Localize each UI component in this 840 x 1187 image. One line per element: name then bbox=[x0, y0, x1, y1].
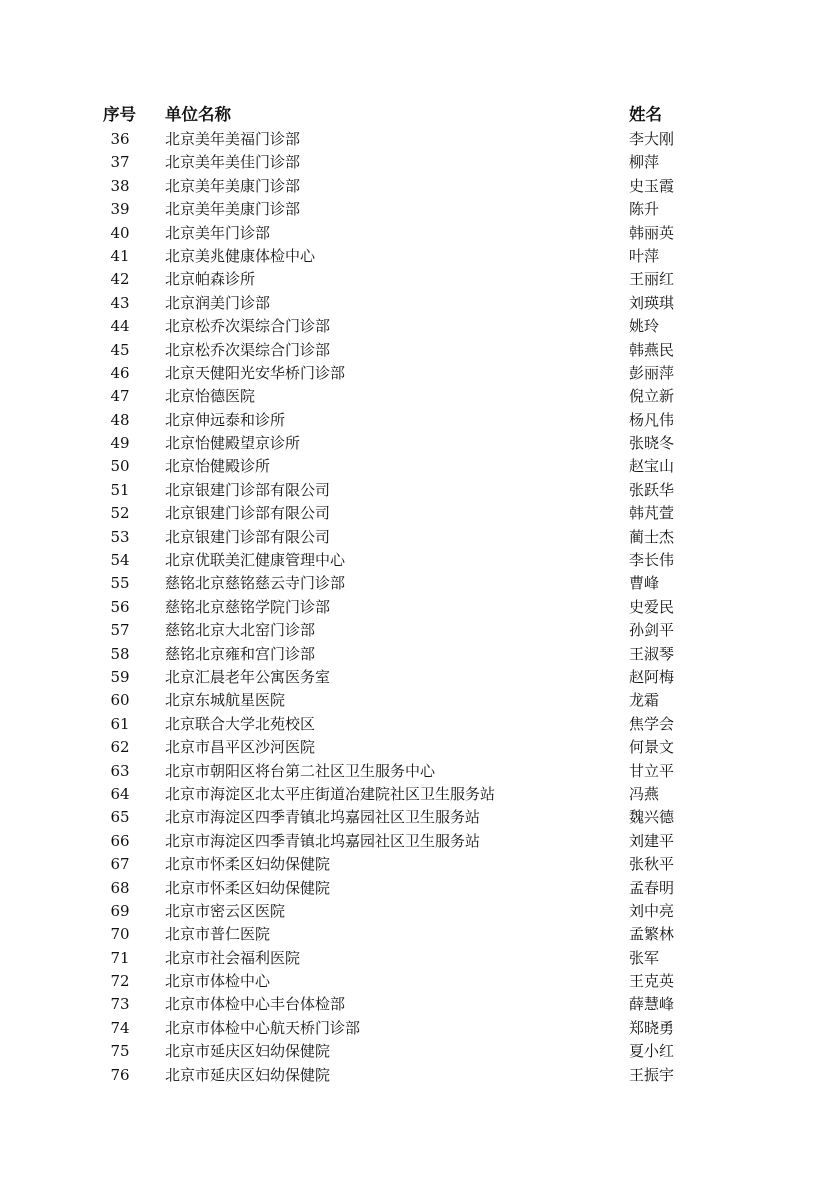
serial-number-cell: 38 bbox=[110, 176, 130, 195]
unit-name-cell: 北京市昌平区沙河医院 bbox=[165, 738, 316, 757]
unit-name-cell: 北京美年美佳门诊部 bbox=[165, 153, 301, 172]
unit-name-cell: 北京银建门诊部有限公司 bbox=[165, 504, 331, 523]
unit-name-cell: 北京优联美汇健康管理中心 bbox=[165, 551, 346, 570]
table-row bbox=[100, 151, 700, 174]
table-row bbox=[100, 736, 700, 759]
table-row bbox=[100, 783, 700, 806]
table-row bbox=[100, 222, 700, 245]
unit-name-cell: 北京松乔次渠综合门诊部 bbox=[165, 317, 331, 336]
serial-number-cell: 39 bbox=[110, 200, 130, 219]
unit-name-cell: 北京怡健殿诊所 bbox=[165, 457, 271, 476]
table-row bbox=[100, 970, 700, 993]
person-name-cell: 刘中亮 bbox=[629, 901, 675, 920]
person-name-cell: 王克英 bbox=[629, 972, 675, 991]
person-name-cell: 何景文 bbox=[629, 738, 675, 757]
person-name-cell: 薛慧峰 bbox=[629, 995, 675, 1014]
person-name-cell: 魏兴德 bbox=[629, 808, 675, 827]
person-name-cell: 刘建平 bbox=[629, 831, 675, 850]
serial-number-cell: 56 bbox=[110, 597, 130, 616]
serial-number-cell: 41 bbox=[110, 246, 130, 265]
serial-number-cell: 72 bbox=[110, 972, 130, 991]
unit-name-cell: 北京市延庆区妇幼保健院 bbox=[165, 1042, 331, 1061]
unit-name-cell: 北京美年美康门诊部 bbox=[165, 200, 301, 219]
unit-name-cell: 北京市密云区医院 bbox=[165, 901, 286, 920]
serial-number-cell: 62 bbox=[110, 738, 130, 757]
person-name-cell: 赵阿梅 bbox=[629, 667, 675, 686]
person-name-cell: 史玉霞 bbox=[629, 176, 675, 195]
serial-number-cell: 50 bbox=[110, 457, 130, 476]
unit-name-cell: 北京市怀柔区妇幼保健院 bbox=[165, 855, 331, 874]
table-row bbox=[100, 362, 700, 385]
table-row bbox=[100, 502, 700, 525]
unit-name-cell: 慈铭北京慈铭学院门诊部 bbox=[165, 597, 331, 616]
person-name-cell: 赵宝山 bbox=[629, 457, 675, 476]
person-name-cell: 王淑琴 bbox=[629, 644, 675, 663]
person-name-cell: 韩芃萱 bbox=[629, 504, 675, 523]
person-name-cell: 王振宇 bbox=[629, 1065, 675, 1084]
unit-name-cell: 慈铭北京雍和宫门诊部 bbox=[165, 644, 316, 663]
serial-number-cell: 47 bbox=[110, 387, 130, 406]
unit-name-cell: 北京银建门诊部有限公司 bbox=[165, 480, 331, 499]
serial-number-cell: 67 bbox=[110, 855, 130, 874]
person-name-cell: 李大刚 bbox=[629, 130, 675, 148]
serial-number-cell: 57 bbox=[110, 621, 130, 640]
table-row bbox=[100, 339, 700, 362]
table-row bbox=[100, 596, 700, 619]
header-person-name: 姓名 bbox=[629, 105, 662, 124]
table-row bbox=[100, 713, 700, 736]
table-row bbox=[100, 549, 700, 572]
table-row bbox=[100, 292, 700, 315]
unit-name-cell: 北京市延庆区妇幼保健院 bbox=[165, 1065, 331, 1084]
table-row bbox=[100, 385, 700, 408]
person-name-cell: 柳萍 bbox=[629, 153, 660, 172]
person-name-cell: 张秋平 bbox=[629, 855, 675, 874]
serial-number-cell: 46 bbox=[110, 363, 130, 382]
table-row bbox=[100, 993, 700, 1016]
person-name-cell: 刘瑛琪 bbox=[629, 293, 675, 312]
serial-number-cell: 54 bbox=[110, 551, 130, 570]
unit-name-cell: 北京市海淀区北太平庄街道冶建院社区卫生服务站 bbox=[165, 784, 496, 803]
person-name-cell: 蔺士杰 bbox=[629, 527, 675, 546]
serial-number-cell: 49 bbox=[110, 434, 130, 453]
serial-number-cell: 43 bbox=[110, 293, 130, 312]
table-row bbox=[100, 947, 700, 970]
serial-number-cell: 74 bbox=[110, 1018, 130, 1037]
unit-name-cell: 北京润美门诊部 bbox=[165, 293, 271, 312]
person-name-cell: 夏小红 bbox=[629, 1042, 675, 1061]
serial-number-cell: 40 bbox=[110, 223, 130, 242]
serial-number-cell: 76 bbox=[110, 1065, 130, 1084]
person-name-cell: 郑晓勇 bbox=[629, 1018, 675, 1037]
person-name-cell: 杨凡伟 bbox=[629, 410, 675, 429]
table-row bbox=[100, 760, 700, 783]
person-name-cell: 孙剑平 bbox=[629, 621, 675, 640]
person-name-cell: 张跃华 bbox=[629, 480, 675, 499]
table-row bbox=[100, 455, 700, 478]
person-name-cell: 姚玲 bbox=[629, 317, 660, 336]
person-name-cell: 陈升 bbox=[629, 200, 660, 219]
serial-number-cell: 52 bbox=[110, 504, 130, 523]
person-name-cell: 倪立新 bbox=[629, 387, 675, 406]
table-row bbox=[100, 900, 700, 923]
table-row bbox=[100, 1064, 700, 1087]
unit-name-cell: 北京汇晨老年公寓医务室 bbox=[165, 667, 331, 686]
serial-number-cell: 42 bbox=[110, 270, 130, 289]
table-row bbox=[100, 175, 700, 198]
unit-name-cell: 北京怡健殿望京诊所 bbox=[165, 434, 301, 453]
table-row bbox=[100, 689, 700, 712]
unit-name-cell: 北京联合大学北苑校区 bbox=[165, 714, 316, 733]
table-row bbox=[100, 245, 700, 268]
serial-number-cell: 65 bbox=[110, 808, 130, 827]
serial-number-cell: 48 bbox=[110, 410, 130, 429]
unit-name-cell: 北京怡德医院 bbox=[165, 387, 256, 406]
serial-number-cell: 71 bbox=[110, 948, 130, 967]
unit-name-cell: 北京市海淀区四季青镇北坞嘉园社区卫生服务站 bbox=[165, 831, 481, 850]
serial-number-cell: 44 bbox=[110, 317, 130, 336]
unit-name-cell: 北京市体检中心航天桥门诊部 bbox=[165, 1018, 361, 1037]
person-name-cell: 甘立平 bbox=[629, 761, 675, 780]
unit-name-cell: 北京市体检中心 bbox=[165, 972, 271, 991]
unit-name-cell: 北京美年美康门诊部 bbox=[165, 176, 301, 195]
serial-number-cell: 55 bbox=[110, 574, 130, 593]
table-row bbox=[100, 479, 700, 502]
serial-number-cell: 73 bbox=[110, 995, 130, 1014]
table-row bbox=[100, 526, 700, 549]
unit-name-cell: 北京天健阳光安华桥门诊部 bbox=[165, 363, 346, 382]
person-name-cell: 叶萍 bbox=[629, 246, 660, 265]
person-name-cell: 焦学会 bbox=[629, 714, 675, 733]
person-name-cell: 彭丽萍 bbox=[629, 363, 675, 382]
serial-number-cell: 60 bbox=[110, 691, 130, 710]
personnel-table bbox=[100, 102, 700, 1087]
person-name-cell: 龙霜 bbox=[629, 691, 660, 710]
table-row bbox=[100, 877, 700, 900]
table-body bbox=[100, 128, 700, 1087]
person-name-cell: 张晓冬 bbox=[629, 434, 675, 453]
unit-name-cell: 北京东城航星医院 bbox=[165, 691, 286, 710]
serial-number-cell: 70 bbox=[110, 925, 130, 944]
unit-name-cell: 北京美年美福门诊部 bbox=[165, 130, 301, 148]
person-name-cell: 史爱民 bbox=[629, 597, 675, 616]
serial-number-cell: 53 bbox=[110, 527, 130, 546]
table-row bbox=[100, 643, 700, 666]
serial-number-cell: 66 bbox=[110, 831, 130, 850]
person-name-cell: 孟春明 bbox=[629, 878, 675, 897]
person-name-cell: 韩丽英 bbox=[629, 223, 675, 242]
header-unit-name: 单位名称 bbox=[165, 105, 231, 124]
table-row bbox=[100, 128, 700, 151]
person-name-cell: 李长伟 bbox=[629, 551, 675, 570]
serial-number-cell: 59 bbox=[110, 667, 130, 686]
unit-name-cell: 北京市社会福利医院 bbox=[165, 948, 301, 967]
unit-name-cell: 慈铭北京慈铭慈云寺门诊部 bbox=[165, 574, 346, 593]
header-serial-number: 序号 bbox=[103, 105, 136, 124]
serial-number-cell: 37 bbox=[110, 153, 130, 172]
unit-name-cell: 北京市朝阳区将台第二社区卫生服务中心 bbox=[165, 761, 436, 780]
serial-number-cell: 36 bbox=[110, 130, 130, 148]
unit-name-cell: 北京帕森诊所 bbox=[165, 270, 256, 289]
unit-name-cell: 北京市普仁医院 bbox=[165, 925, 271, 944]
unit-name-cell: 慈铭北京大北窑门诊部 bbox=[165, 621, 316, 640]
unit-name-cell: 北京市海淀区四季青镇北坞嘉园社区卫生服务站 bbox=[165, 808, 481, 827]
serial-number-cell: 75 bbox=[110, 1042, 130, 1061]
serial-number-cell: 64 bbox=[110, 784, 130, 803]
serial-number-cell: 61 bbox=[110, 714, 130, 733]
unit-name-cell: 北京美年门诊部 bbox=[165, 223, 271, 242]
table-row bbox=[100, 666, 700, 689]
unit-name-cell: 北京美兆健康体检中心 bbox=[165, 246, 316, 265]
serial-number-cell: 63 bbox=[110, 761, 130, 780]
table-row bbox=[100, 268, 700, 291]
table-row bbox=[100, 409, 700, 432]
serial-number-cell: 68 bbox=[110, 878, 130, 897]
table-row bbox=[100, 853, 700, 876]
table-row bbox=[100, 619, 700, 642]
person-name-cell: 张军 bbox=[629, 948, 660, 967]
table-row bbox=[100, 1017, 700, 1040]
table-row bbox=[100, 198, 700, 221]
unit-name-cell: 北京银建门诊部有限公司 bbox=[165, 527, 331, 546]
unit-name-cell: 北京松乔次渠综合门诊部 bbox=[165, 340, 331, 359]
person-name-cell: 曹峰 bbox=[629, 574, 660, 593]
serial-number-cell: 45 bbox=[110, 340, 130, 359]
table-row bbox=[100, 1040, 700, 1063]
table-row bbox=[100, 923, 700, 946]
table-row bbox=[100, 432, 700, 455]
person-name-cell: 韩燕民 bbox=[629, 340, 675, 359]
serial-number-cell: 58 bbox=[110, 644, 130, 663]
unit-name-cell: 北京市怀柔区妇幼保健院 bbox=[165, 878, 331, 897]
table-row bbox=[100, 806, 700, 829]
person-name-cell: 冯燕 bbox=[629, 784, 660, 803]
table-row bbox=[100, 830, 700, 853]
table-row bbox=[100, 572, 700, 595]
table-row bbox=[100, 315, 700, 338]
serial-number-cell: 51 bbox=[110, 480, 130, 499]
table-header bbox=[100, 102, 700, 128]
person-name-cell: 孟繁林 bbox=[629, 925, 675, 944]
person-name-cell: 王丽红 bbox=[629, 270, 675, 289]
unit-name-cell: 北京伸远泰和诊所 bbox=[165, 410, 286, 429]
serial-number-cell: 69 bbox=[110, 901, 130, 920]
unit-name-cell: 北京市体检中心丰台体检部 bbox=[165, 995, 346, 1014]
